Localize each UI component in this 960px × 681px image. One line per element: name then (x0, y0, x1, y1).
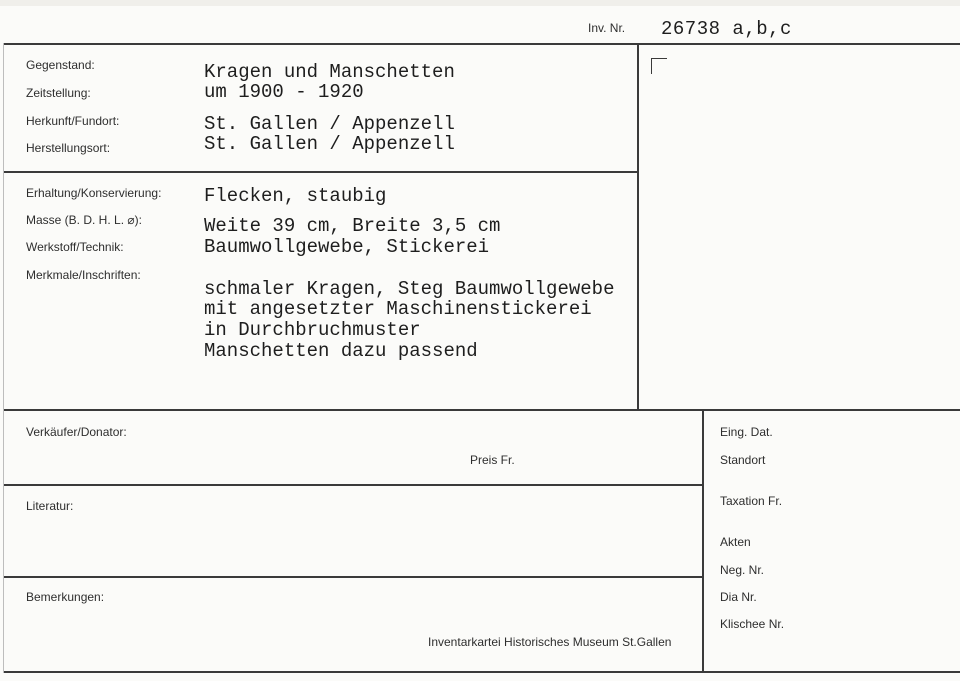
value-herstellungsort: St. Gallen / Appenzell (204, 133, 455, 155)
inv-nr-value: 26738 a,b,c (661, 18, 792, 40)
rule-bottom (3, 671, 960, 673)
label-verkaeufer: Verkäufer/Donator: (26, 425, 127, 439)
label-standort: Standort (720, 453, 766, 467)
label-literatur: Literatur: (26, 499, 74, 513)
label-merkmale: Merkmale/Inschriften: (26, 268, 141, 282)
value-masse: Weite 39 cm, Breite 3,5 cm (204, 215, 501, 237)
value-zeitstellung: um 1900 - 1920 (204, 81, 364, 103)
label-masse: Masse (B. D. H. L. ⌀): (26, 213, 142, 227)
label-neg-nr: Neg. Nr. (720, 563, 765, 577)
label-herkunft: Herkunft/Fundort: (26, 114, 120, 128)
label-dia-nr: Dia Nr. (720, 590, 757, 604)
label-bemerkungen: Bemerkungen: (26, 590, 105, 604)
label-eing-dat: Eing. Dat. (720, 425, 773, 439)
rule-top (3, 43, 960, 45)
value-merkmale-line: schmaler Kragen, Steg Baumwollgewebe (204, 278, 615, 300)
rule-section-3 (3, 484, 703, 486)
corner-bracket-mark (651, 58, 667, 74)
left-edge (3, 43, 4, 673)
label-preis: Preis Fr. (470, 453, 515, 467)
value-werkstoff: Baumwollgewebe, Stickerei (204, 236, 490, 258)
rule-section-4 (3, 576, 703, 578)
label-herstellungsort: Herstellungsort: (26, 141, 111, 155)
value-merkmale-line: Manschetten dazu passend (204, 340, 478, 362)
label-akten: Akten (720, 535, 751, 549)
footer-institution: Inventarkartei Historisches Museum St.Gallen (428, 635, 672, 649)
label-klischee-nr: Klischee Nr. (720, 617, 785, 631)
label-zeitstellung: Zeitstellung: (26, 86, 91, 100)
card-top-edge (0, 0, 960, 6)
inv-nr-label: Inv. Nr. (588, 21, 626, 35)
label-erhaltung: Erhaltung/Konservierung: (26, 186, 162, 200)
value-merkmale-line: mit angesetzter Maschinenstickerei (204, 298, 592, 320)
divider-lower (702, 409, 704, 673)
label-werkstoff: Werkstoff/Technik: (26, 240, 124, 254)
rule-section-2 (3, 409, 960, 411)
rule-section-1 (3, 171, 638, 173)
value-erhaltung: Flecken, staubig (204, 185, 387, 207)
value-merkmale-line: in Durchbruchmuster (204, 319, 421, 341)
value-gegenstand: Kragen und Manschetten (204, 61, 455, 83)
divider-upper (637, 43, 639, 411)
label-taxation: Taxation Fr. (720, 494, 783, 508)
label-gegenstand: Gegenstand: (26, 58, 95, 72)
value-herkunft: St. Gallen / Appenzell (204, 113, 455, 135)
